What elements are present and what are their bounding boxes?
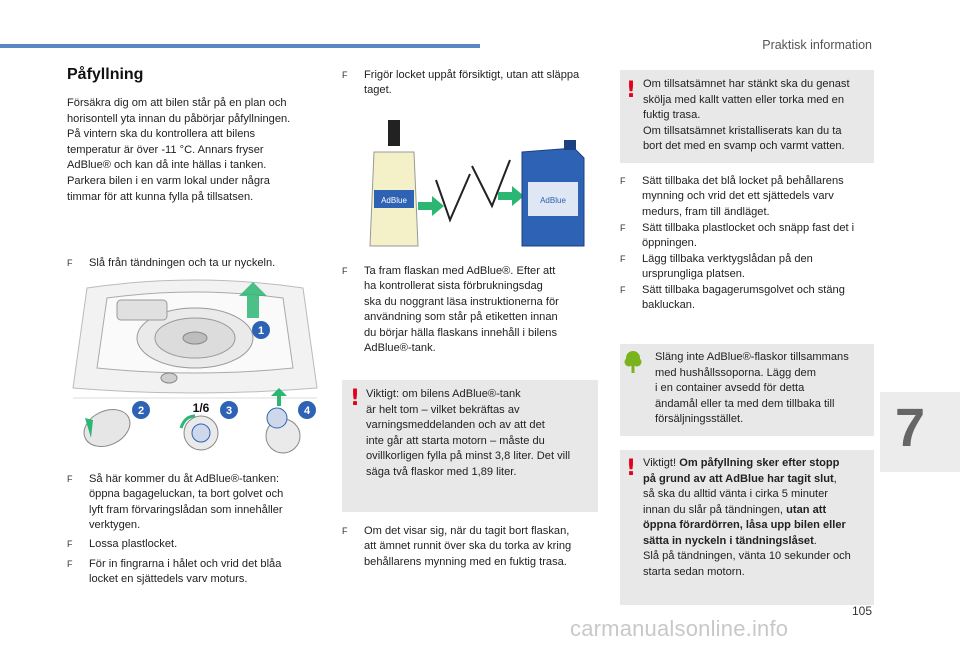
plastic-cover — [78, 402, 136, 453]
bottle-figure — [352, 118, 602, 250]
section-title: Påfyllning — [67, 66, 144, 83]
step-loosen-cover: F Lossa plastlocket. — [67, 538, 178, 550]
step-access-tank: F Så här kommer du åt AdBlue®-tanken: öppna bagageluckan, ta bort golvet och lyft fram förvaringslådan som innehåller verktygen. — [67, 473, 284, 532]
svg-text:1/6: 1/6 — [192, 401, 210, 415]
step-ignition-off: F Slå från tändningen och ta ur nyckeln. — [67, 256, 339, 271]
page-number: 105 — [851, 604, 872, 618]
intro-paragraph: Försäkra dig om att bilen står på en plan och horisontell yta innan du påbörjar påfyllningen. På vintern ska du kontrollera att bilens temperatur är över -11 °C. Annars fryser AdBlue® och kan då inte hällas i tanken. Parkera bilen i en varm lokal under några timmar för att kunna fylla på tillsatsen. — [67, 97, 291, 203]
svg-text:2: 2 — [137, 405, 145, 417]
warning-spill-text: Om tillsatsämnet har stänkt ska du genast skölja med kallt vatten eller torka med en fuktig trasa. Om tillsatsämnet kristalliserats kan du ta bort det med en svamp och varmt vatten. — [643, 78, 850, 152]
header-accent-bar — [0, 44, 480, 48]
svg-text:3: 3 — [225, 405, 233, 417]
step-take-bottle: F Ta fram flaskan med AdBlue®. Efter att ha kontrollerat sista förbrukningsdag ska du noggrant läsa instruktionerna för användning som står på etiketten innan du börjar hälla flaskans innehåll i bilens AdBlue®-tank. — [342, 265, 559, 355]
exclamation-icon: ! — [626, 78, 637, 103]
svg-text:4: 4 — [303, 405, 311, 417]
step-refit-cap: F Sätt tillbaka det blå locket på behållarens mynning och vrid det ett sjättedels varv medurs, fram till ändläget. — [620, 175, 844, 218]
step-close-trunk: F Sätt tillbaka bagagerumsgolvet och stäng bakluckan. — [620, 284, 845, 312]
adblue-filler-cap — [161, 373, 177, 383]
step-refit-cover: F Sätt tillbaka plastlocket och snäpp fast det i öppningen. — [620, 222, 855, 250]
warning-empty-tank-text: Viktigt: om bilens AdBlue®-tank är helt tom – vilket bekräftas av varningsmeddelanden och av att det inte går att starta motorn – måste du ovillkorligen fylla på minst 3,8 liter. Det vill säga två flaskor med 1,89 liter. — [366, 388, 571, 478]
step-turn-cap: F För in fingrarna i hålet och vrid det blåa locket en sjättedels varv moturs. — [67, 558, 282, 586]
chapter-number: 7 — [895, 398, 926, 458]
svg-text:AdBlue: AdBlue — [540, 196, 566, 205]
svg-text:AdBlue: AdBlue — [381, 196, 407, 205]
step-wipe-spill: F Om det visar sig, när du tagit bort flaskan, att ämnet runnit över ska du torka av kring behållarens mynning med en fuktig trasa. — [342, 525, 572, 568]
watermark: carmanualsonline.info — [570, 616, 789, 641]
running-title: Praktisk information — [762, 38, 872, 52]
bullet-icon: F — [67, 258, 73, 268]
exclamation-icon: ! — [350, 386, 361, 411]
tree-icon — [624, 350, 642, 374]
warning-stop-text: Viktigt! Om påfyllning sker efter stopp på grund av att AdBlue har tagit slut, så ska du alltid vänta i cirka 5 minuter innan du slår på tändningen, utan att öppna förardörren, låsa upp bilen eller sätta in nyckeln i tändningslåset. Slå på tändningen, vänta 10 sekunder och starta sedan motorn. — [643, 457, 851, 578]
step-replace-toolbox: F Lägg tillbaka verktygslådan på den ursprungliga platsen. — [620, 253, 813, 281]
exclamation-icon: ! — [626, 456, 637, 481]
svg-text:1: 1 — [257, 325, 265, 337]
bottle-nozzle — [388, 120, 400, 146]
step-release-cap: F Frigör locket uppåt försiktigt, utan att släppa taget. — [342, 69, 580, 97]
trunk-figure — [67, 278, 323, 456]
eco-note-text: Släng inte AdBlue®-flaskor tillsammans med hushållssoporna. Lägg dem i en container avsedd för detta ändamål eller ta med dem tillbaka till försäljningsstället. — [655, 351, 849, 425]
